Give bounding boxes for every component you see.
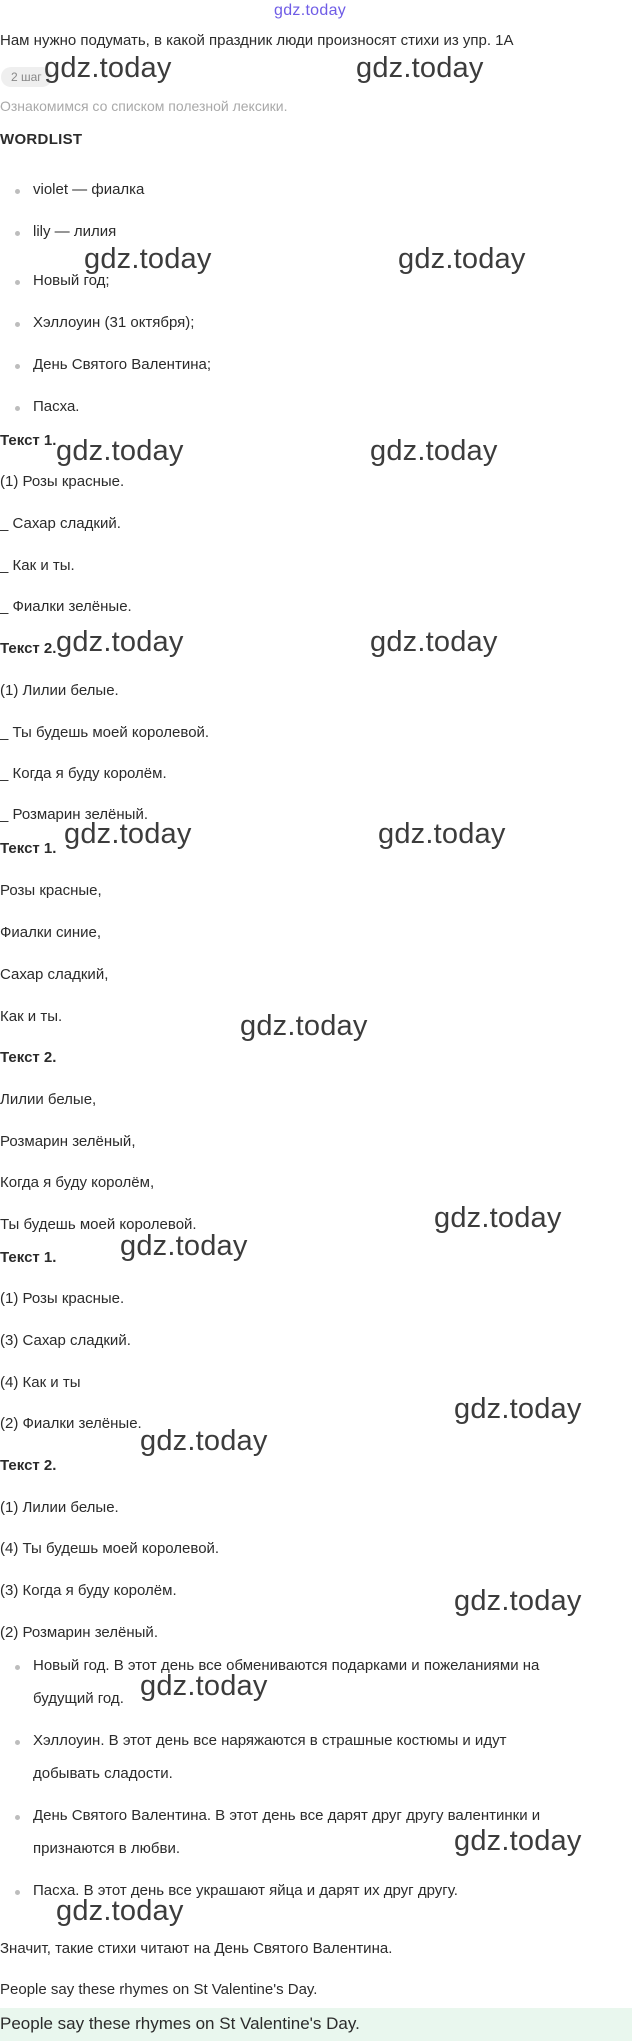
poem-line: _ Как и ты.: [0, 557, 75, 574]
holiday-item: Хэллоуин. В этот день все наряжаются в страшные костюмы и идут: [0, 1732, 506, 1749]
wordlist-item: День Святого Валентина;: [0, 356, 211, 373]
text-2-title: Текст 2.: [0, 1457, 57, 1474]
watermark: gdz.today: [56, 435, 184, 467]
watermark: gdz.today: [120, 1230, 248, 1262]
watermark: gdz.today: [140, 1670, 268, 1702]
step-badge: 2 шаг: [1, 67, 52, 87]
poem-line: (3) Когда я буду королём.: [0, 1582, 177, 1599]
holiday-item-continuation: будущий год.: [33, 1690, 124, 1707]
holiday-item: Новый год. В этот день все обмениваются подарками и пожеланиями на: [0, 1657, 539, 1674]
watermark: gdz.today: [44, 52, 172, 84]
watermark: gdz.today: [56, 1895, 184, 1927]
watermark: gdz.today: [356, 52, 484, 84]
text-1-title: Текст 1.: [0, 1249, 57, 1266]
poem-line: (4) Ты будешь моей королевой.: [0, 1540, 220, 1557]
intro-text: Ознакомимся со списком полезной лексики.: [0, 98, 288, 114]
answer-text: People say these rhymes on St Valentine's Day.: [0, 2014, 360, 2033]
poem-line: (1) Розы красные.: [0, 1290, 125, 1307]
watermark: gdz.today: [454, 1585, 582, 1617]
poem-line: (2) Розмарин зелёный.: [0, 1624, 158, 1641]
watermark: gdz.today: [434, 1202, 562, 1234]
watermark: gdz.today: [398, 243, 526, 275]
wordlist-item: Хэллоуин (31 октября);: [0, 314, 194, 331]
watermark: gdz.today: [454, 1393, 582, 1425]
poem-line: _ Когда я буду королём.: [0, 765, 167, 782]
poem-line: Ты будешь моей королевой.: [0, 1216, 197, 1233]
poem-line: (4) Как и ты: [0, 1374, 81, 1391]
wordlist-item: lily — лилия: [0, 223, 116, 240]
text-2-title: Текст 2.: [0, 640, 57, 657]
watermark: gdz.today: [370, 626, 498, 658]
poem-line: Розы красные,: [0, 882, 102, 899]
poem-line: (3) Сахар сладкий.: [0, 1332, 131, 1349]
text-2-title: Текст 2.: [0, 1049, 57, 1066]
poem-line: Фиалки синие,: [0, 924, 102, 941]
poem-line: Лилии белые,: [0, 1091, 97, 1108]
poem-line: _ Сахар сладкий.: [0, 515, 121, 532]
poem-line: Когда я буду королём,: [0, 1174, 155, 1191]
watermark: gdz.today: [140, 1425, 268, 1457]
wordlist-item: Новый год;: [0, 272, 110, 289]
poem-line: _ Фиалки зелёные.: [0, 598, 132, 615]
wordlist-heading: WORDLIST: [0, 131, 83, 148]
task-statement: Нам нужно подумать, в какой праздник люди произносят стихи из упр. 1А: [0, 32, 514, 49]
holiday-item-continuation: добывать сладости.: [33, 1765, 173, 1782]
poem-line: (1) Розы красные.: [0, 473, 125, 490]
text-1-title: Текст 1.: [0, 840, 57, 857]
poem-line: (2) Фиалки зелёные.: [0, 1415, 142, 1432]
poem-line: Розмарин зелёный,: [0, 1133, 136, 1150]
watermark: gdz.today: [56, 626, 184, 658]
poem-line: Сахар сладкий,: [0, 966, 109, 983]
wordlist-item: Пасха.: [0, 398, 79, 415]
watermark: gdz.today: [370, 435, 498, 467]
watermark: gdz.today: [64, 818, 192, 850]
poem-line: _ Ты будешь моей королевой.: [0, 724, 210, 741]
holiday-item-continuation: признаются в любви.: [33, 1840, 181, 1857]
watermark: gdz.today: [378, 818, 506, 850]
poem-line: (1) Лилии белые.: [0, 1499, 119, 1516]
poem-line: (1) Лилии белые.: [0, 682, 119, 699]
holiday-item: День Святого Валентина. В этот день все дарят друг другу валентинки и: [0, 1807, 540, 1824]
text-1-title: Текст 1.: [0, 432, 57, 449]
watermark: gdz.today: [240, 1010, 368, 1042]
poem-line: Как и ты.: [0, 1008, 63, 1025]
conclusion-ru: Значит, такие стихи читают на День Святого Валентина.: [0, 1940, 393, 1957]
poem-line: _ Розмарин зелёный.: [0, 806, 148, 823]
holiday-item: Пасха. В этот день все украшают яйца и дарят их друг другу.: [0, 1882, 458, 1899]
watermark: gdz.today: [454, 1825, 582, 1857]
watermark: gdz.today: [84, 243, 212, 275]
wordlist-item: violet — фиалка: [0, 181, 144, 198]
site-logo[interactable]: gdz.today: [274, 2, 347, 19]
conclusion-en: People say these rhymes on St Valentine's Day.: [0, 1981, 318, 1998]
